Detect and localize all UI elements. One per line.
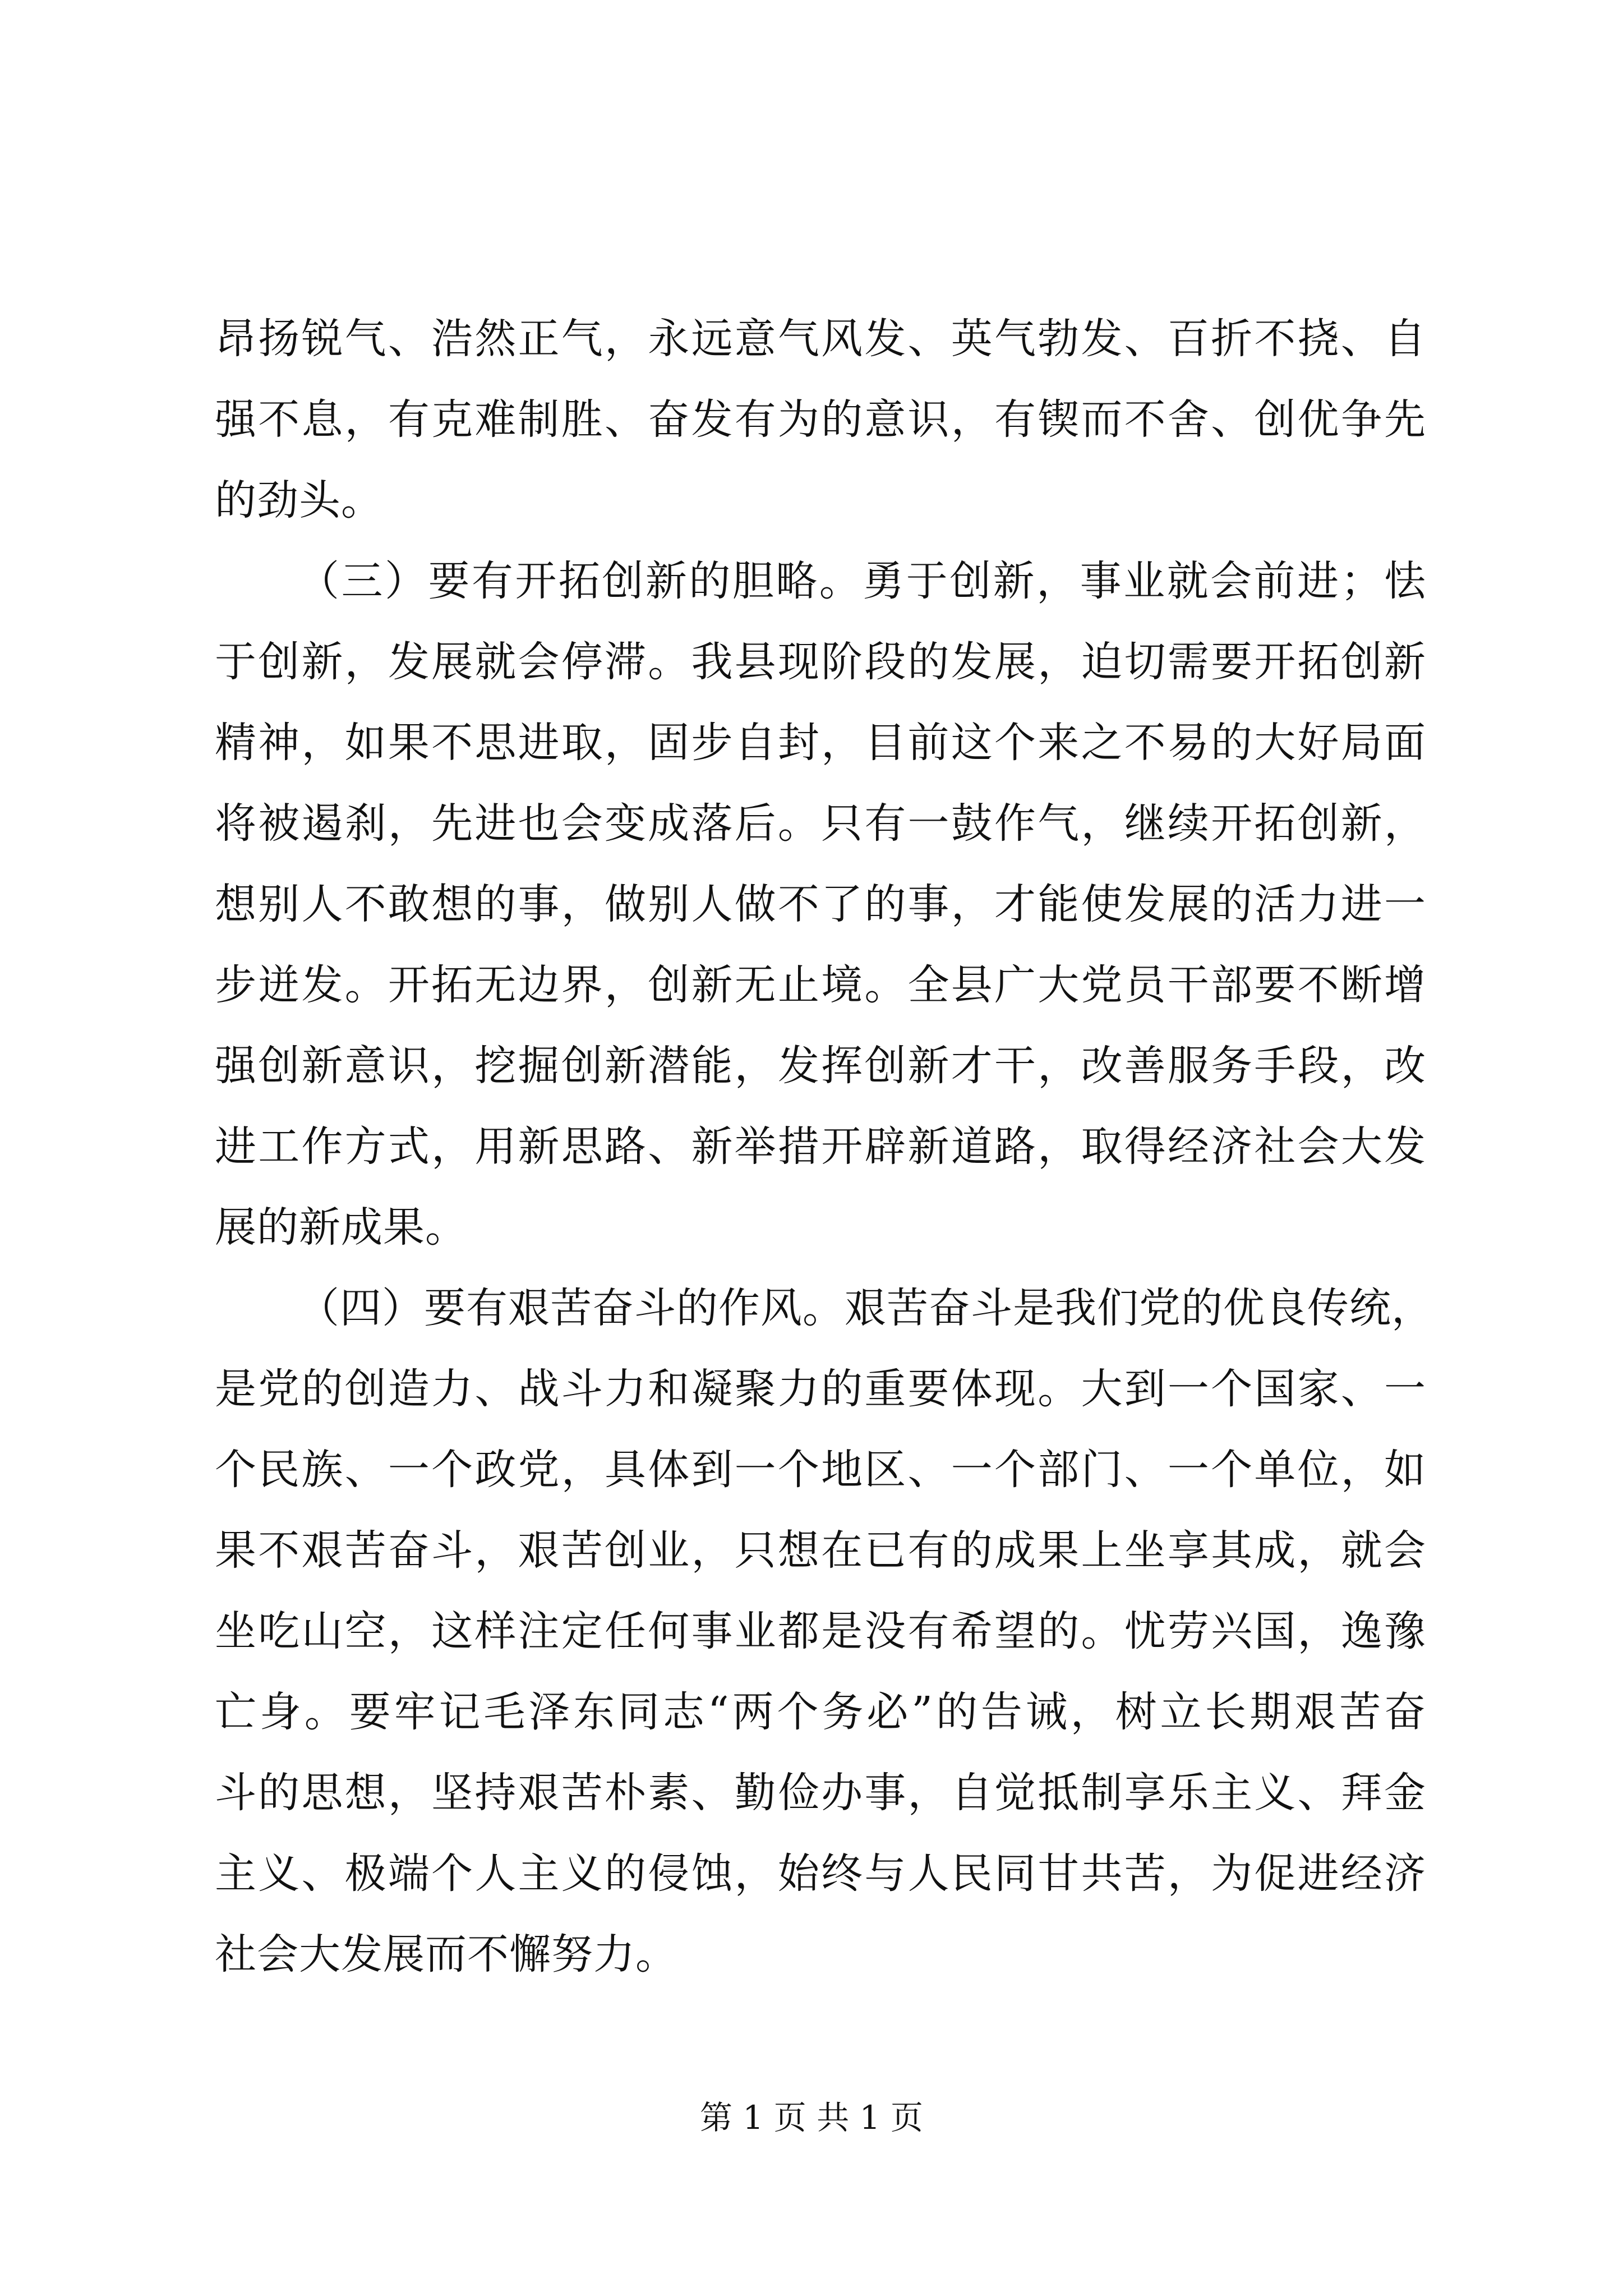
section-four-heading-line: （四）要有艰苦奋斗的作风。艰苦奋斗是我们党的优良传统， xyxy=(298,1284,1433,1332)
text-line: 强创新意识，挖掘创新潜能，发挥创新才干，改善服务手段，改 xyxy=(215,1042,1426,1090)
text-line: 强不息，有克难制胜、奋发有为的意识，有锲而不舍、创优争先 xyxy=(215,395,1426,444)
text-line: 精神，如果不思进取，固步自封，目前这个来之不易的大好局面 xyxy=(215,719,1426,767)
text-line: 主义、极端个人主义的侵蚀，始终与人民同甘共苦，为促进经济 xyxy=(215,1849,1426,1898)
text-line: 将被遏刹，先进也会变成落后。只有一鼓作气，继续开拓创新， xyxy=(215,799,1426,848)
text-line: 展的新成果。 xyxy=(215,1203,467,1251)
text-line: 的劲头。 xyxy=(215,476,383,524)
text-line: 社会大发展而不懈努力。 xyxy=(215,1930,677,1978)
text-line: 个民族、一个政党，具体到一个地区、一个部门、一个单位，如 xyxy=(215,1446,1426,1494)
text-line: 坐吃山空，这样注定任何事业都是没有希望的。忧劳兴国，逸豫 xyxy=(215,1607,1426,1655)
text-line: 步迸发。开拓无边界，创新无止境。全县广大党员干部要不断增 xyxy=(215,961,1426,1009)
text-line: 昂扬锐气、浩然正气，永远意气风发、英气勃发、百折不挠、自 xyxy=(215,315,1426,363)
text-line: 斗的思想，坚持艰苦朴素、勤俭办事，自觉抵制享乐主义、拜金 xyxy=(215,1769,1426,1817)
text-line: 于创新，发展就会停滞。我县现阶段的发展，迫切需要开拓创新 xyxy=(215,638,1426,686)
page-footer xyxy=(0,2095,1623,2140)
text-line: 想别人不敢想的事，做别人做不了的事，才能使发展的活力进一 xyxy=(215,880,1426,928)
document-body xyxy=(215,298,1433,1995)
section-three-heading-line: （三）要有开拓创新的胆略。勇于创新，事业就会前进；怯 xyxy=(298,557,1426,605)
text-line: 是党的创造力、战斗力和凝聚力的重要体现。大到一个国家、一 xyxy=(215,1365,1426,1413)
text-line: 亡身。要牢记毛泽东同志“两个务必”的告诫，树立长期艰苦奋 xyxy=(215,1688,1426,1736)
text-line: 进工作方式，用新思路、新举措开辟新道路，取得经济社会大发 xyxy=(215,1122,1426,1171)
text-line: 果不艰苦奋斗，艰苦创业，只想在已有的成果上坐享其成，就会 xyxy=(215,1526,1426,1575)
page-number-label: 第 1 页 共 1 页 xyxy=(700,2099,923,2137)
